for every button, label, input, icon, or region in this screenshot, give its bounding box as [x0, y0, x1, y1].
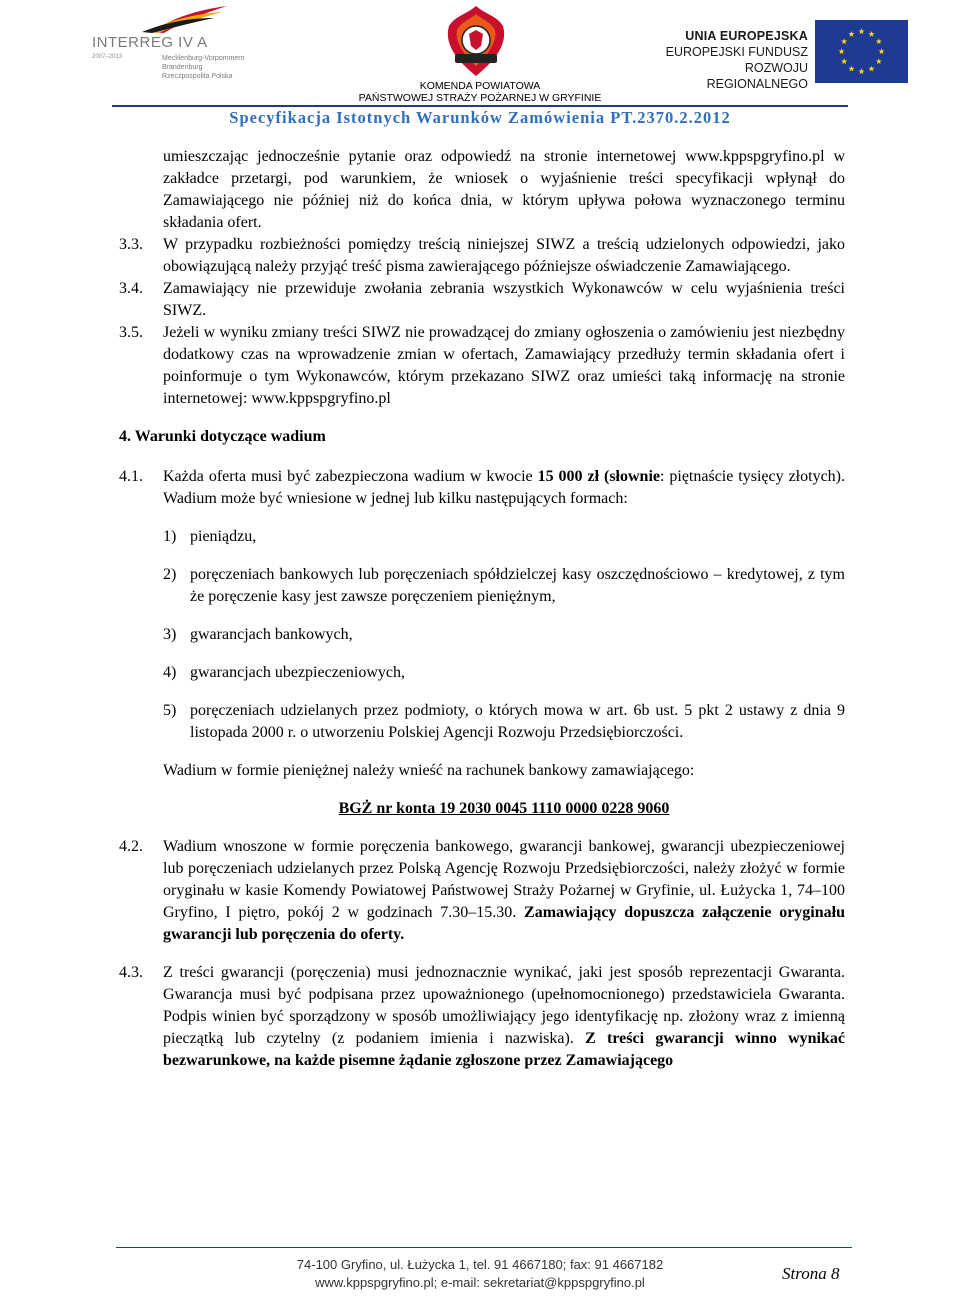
interreg-years: 2007–2013 [92, 54, 123, 60]
wadium-forms-list [119, 526, 845, 744]
interreg-logo [92, 4, 245, 106]
header-rule [112, 105, 848, 107]
page-footer [200, 1256, 760, 1292]
paragraph-3-5: 3.5. Jeżeli w wyniku zmiany treści SIWZ nie prowadzącej do zmiany ogłoszenia o zamówieniu jest niezbędny dodatkowy czas na wprowadzenie zmian w ofertach, Zamawiający przedłuży termin składania ofert i poinformuje o tym Wykonawców, którym przekazano SIWZ oraz umieści taką informację na stronie internetowej: www.kppspgryfino.pl [119, 324, 845, 407]
section-4-heading: 4. Warunki dotyczące wadium [119, 428, 326, 445]
paragraph-number: 4.3. [119, 964, 143, 981]
paragraph-4-3: 4.3. Z treści gwarancji (poręczenia) musi jednoznacznie wynikać, jaki jest sposób reprezentacji Gwaranta. Gwarancja musi być podpisana przez upoważnionego (upełnomocnionego) przedstawiciela Gwaranta. Podpis winien być sporządzony w sposób umożliwiający jego identyfikację np. złożony wraz z imienną pieczątką lub czytelny (z podaniem imienia i nazwiska). Z treści gwarancji winno wynikać bezwarunkowe, na każde pisemne żądanie zgłoszone przez Zamawiającego [119, 964, 845, 1069]
footer-address: 74-100 Gryfino, ul. Łużycka 1, tel. 91 4667180; fax: 91 4667182 [296, 1257, 664, 1272]
paragraph-number: 4.2. [119, 838, 143, 855]
interreg-regions: Mecklenburg-Vorpommern Brandenburg Rzeczpospolita Polska [162, 55, 245, 80]
fire-brigade-name: KOMENDA POWIATOWA PAŃSTWOWEJ STRAŻY POŻARNEJ W GRYFINIE [358, 80, 602, 104]
footer-rule [116, 1247, 852, 1248]
paragraph-3-2-continued: umieszczając jednocześnie pytanie oraz odpowiedź na stronie internetowej www.kppspgryfino.pl w zakładce przetargi, pod warunkiem, że wniosek o wyjaśnienie treści specyfikacji wpłynął do Zamawiającego nie później niż do końca dnia, w którym upływa połowa wyznaczonego terminu składania ofert. [163, 148, 845, 231]
interreg-swoosh-icon [92, 4, 232, 34]
paragraph-3-3: 3.3. W przypadku rozbieżności pomiędzy treścią niniejszej SIWZ a treścią udzielonych odpowiedzi, jako obowiązującą należy przyjąć treść pisma zawierającego późniejsze oświadczenie Zamawiającego. [119, 236, 845, 275]
list-item: 3) gwarancjach bankowych, [163, 626, 353, 643]
paragraph-number: 3.5. [119, 324, 143, 341]
footer-contact: www.kppspgryfino.pl; e-mail: sekretariat@kppspgryfino.pl [315, 1275, 645, 1290]
fire-brigade-emblem [445, 4, 507, 80]
eu-flag [815, 20, 908, 83]
paragraph-4-1: 4.1. Każda oferta musi być zabezpieczona wadium w kwocie 15 000 zł (słownie: piętnaście tysięcy złotych). Wadium może być wniesione w jednej lub kilku następujących formach: [119, 468, 845, 507]
document-body [119, 146, 845, 1072]
page-number: Strona 8 [782, 1264, 840, 1283]
spec-title: Specyfikacja Istotnych Warunków Zamówienia PT.2370.2.2012 [229, 108, 731, 127]
list-item: 4) gwarancjach ubezpieczeniowych, [163, 664, 405, 681]
paragraph-4-2: 4.2. Wadium wnoszone w formie poręczenia bankowego, gwarancji bankowej, gwarancji ubezpieczeniowej lub poręczeniach udzielanych przez Polską Agencję Rozwoju Przedsiębiorczości, należy złożyć w formie oryginału w kasie Komendy Powiatowej Państwowej Straży Pożarnej w Gryfinie, ul. Łużycka 1, 74–100 Gryfino, I piętro, pokój 2 w godzinach 7.30–15.30. Zamawiający dopuszcza załączenie oryginału gwarancji lub poręczenia do oferty. [119, 838, 845, 943]
list-item: 5) poręczeniach udzielanych przez podmioty, o których mowa w art. 6b ust. 5 pkt 2 ustawy z dnia 9 listopada 2000 r. o utworzeniu Polskiej Agencji Rozwoju Przedsiębiorczości. [163, 702, 845, 741]
list-item: 1) pieniądzu, [163, 528, 257, 545]
wadium-amount: 15 000 zł (słownie [537, 468, 660, 485]
paragraph-number: 4.1. [119, 468, 143, 485]
fire-brigade-emblem-icon [445, 4, 507, 80]
eu-fund-label: UNIA EUROPEJSKA EUROPEJSKI FUNDUSZ ROZWOJU REGIONALNEGO [665, 29, 808, 91]
paragraph-3-4: 3.4. Zamawiający nie przewiduje zwołania zebrania wszystkich Wykonawców w celu wyjaśnienia treści SIWZ. [119, 280, 845, 319]
eu-flag-icon [815, 20, 908, 83]
bank-account: BGŻ nr konta 19 2030 0045 1110 0000 0228 9060 [338, 800, 670, 817]
paragraph-number: 3.3. [119, 236, 143, 253]
paragraph-number: 3.4. [119, 280, 143, 297]
interreg-title: INTERREG IV A [92, 34, 208, 51]
wadium-cash-note: Wadium w formie pieniężnej należy wnieść na rachunek bankowy zamawiającego: [163, 762, 695, 779]
page-header [0, 0, 960, 135]
list-item: 2) poręczeniach bankowych lub poręczeniach spółdzielczej kasy oszczędnościowo – kredytowej, z tym że poręczenie kasy jest zawsze poręczeniem pieniężnym, [163, 566, 845, 605]
